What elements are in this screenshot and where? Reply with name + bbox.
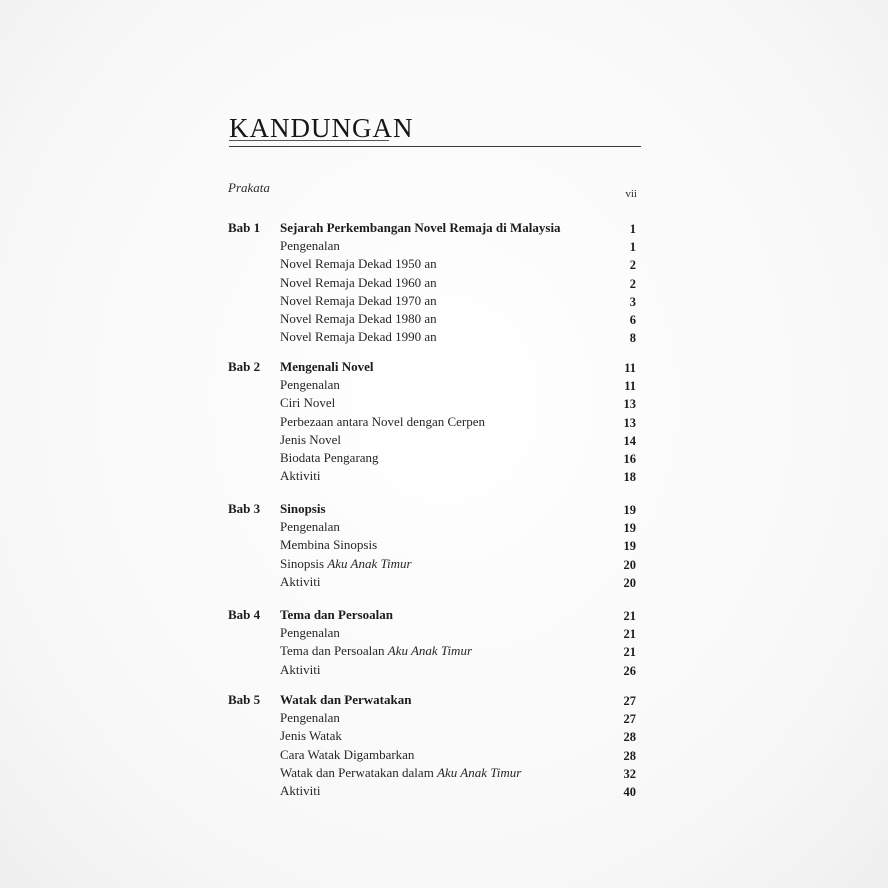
chapter-block: [228, 607, 640, 680]
section-row: [228, 519, 640, 537]
section-title-text: Membina Sinopsis: [280, 537, 378, 553]
section-page-number: 11: [624, 379, 636, 394]
section-title: [280, 293, 437, 309]
section-row: [228, 293, 640, 311]
section-row: [228, 710, 640, 728]
section-title-text: Jenis Watak: [280, 728, 342, 744]
section-title: [280, 256, 437, 272]
preface-label: Prakata: [228, 180, 270, 195]
section-page-number: 13: [623, 397, 636, 412]
section-row: [228, 574, 640, 592]
section-title-text: Aktiviti: [280, 573, 321, 589]
section-title-text: Biodata Pengarang: [280, 449, 379, 465]
chapter-page-number: 21: [623, 609, 636, 623]
section-title: [280, 710, 340, 726]
section-title-italic: Aku Anak Timur: [437, 764, 522, 780]
title-rule: [229, 146, 641, 147]
section-title-text: Aktiviti: [280, 661, 321, 677]
section-title: [280, 414, 485, 430]
section-row: [228, 275, 640, 293]
section-title-text: Tema dan Persoalan: [280, 643, 385, 659]
chapter-label: Bab 1: [228, 220, 261, 235]
section-page-number: 8: [629, 331, 636, 346]
section-page-number: 21: [623, 627, 636, 642]
section-row: [228, 329, 640, 347]
section-title-italic: Aku Anak Timur: [327, 555, 412, 571]
section-title-text: Perbezaan antara Novel dengan Cerpen: [280, 413, 486, 429]
section-title-text: Novel Remaja Dekad 1990 an: [280, 329, 437, 345]
section-row: [228, 468, 640, 486]
section-row: [228, 747, 640, 765]
chapter-block: [228, 220, 640, 347]
chapter-block: [228, 359, 640, 486]
chapter-label: Bab 3: [228, 501, 261, 516]
section-page-number: 16: [623, 451, 636, 466]
section-row: [228, 556, 640, 574]
section-row: [228, 450, 640, 468]
section-title: [280, 432, 341, 448]
section-page-number: 40: [623, 784, 636, 799]
section-page-number: 26: [623, 663, 636, 678]
section-page-number: 19: [623, 521, 636, 536]
chapter-title: Sinopsis: [280, 501, 326, 516]
chapter-title: Tema dan Persoalan: [280, 607, 393, 622]
section-page-number: 13: [623, 415, 636, 430]
section-row: [228, 662, 640, 680]
chapter-row: [228, 692, 640, 710]
chapter-page-number: 27: [623, 694, 636, 708]
section-page-number: 21: [623, 645, 636, 660]
chapter-page-number: 1: [629, 222, 636, 236]
section-title: [280, 625, 340, 641]
chapter-label: Bab 2: [228, 359, 261, 374]
section-title: [280, 275, 437, 291]
section-title-text: Pengenalan: [280, 710, 340, 726]
section-title-text: Aktiviti: [280, 468, 321, 484]
section-title: [280, 643, 472, 659]
section-title-text: Watak dan Perwatakan dalam: [280, 764, 434, 780]
section-row: [228, 728, 640, 746]
section-title: [280, 556, 412, 572]
section-row: [228, 414, 640, 432]
section-title-text: Novel Remaja Dekad 1950 an: [280, 256, 437, 272]
section-title-text: Sinopsis: [280, 555, 325, 571]
section-title: [280, 311, 437, 327]
section-page-number: 32: [623, 766, 636, 781]
section-page-number: 20: [623, 575, 636, 590]
chapter-label: Bab 4: [228, 607, 261, 622]
section-row: [228, 238, 640, 256]
preface-page-number: vii: [625, 188, 637, 200]
chapter-row: [228, 607, 640, 625]
section-title-text: Pengenalan: [280, 625, 340, 641]
chapter-title: Sejarah Perkembangan Novel Remaja di Malaysia: [280, 220, 561, 235]
section-title: [280, 765, 521, 781]
section-row: [228, 377, 640, 395]
chapter-title: Mengenali Novel: [280, 359, 374, 374]
chapter-block: [228, 692, 640, 801]
section-title-text: Novel Remaja Dekad 1960 an: [280, 274, 437, 290]
section-page-number: 28: [623, 730, 636, 745]
section-title: [280, 728, 342, 744]
section-row: [228, 432, 640, 450]
section-title-text: Pengenalan: [280, 377, 340, 393]
section-page-number: 2: [629, 258, 636, 273]
section-row: [228, 395, 640, 413]
section-page-number: 14: [623, 433, 636, 448]
section-title-text: Cara Watak Digambarkan: [280, 746, 415, 762]
section-row: [228, 765, 640, 783]
section-title: [280, 329, 437, 345]
section-page-number: 19: [623, 539, 636, 554]
chapter-page-number: 11: [624, 361, 636, 375]
page-title: KANDUNGAN: [229, 113, 414, 143]
section-page-number: 20: [623, 557, 636, 572]
section-title-text: Novel Remaja Dekad 1970 an: [280, 292, 437, 308]
section-page-number: 2: [629, 276, 636, 291]
section-title-text: Novel Remaja Dekad 1980 an: [280, 310, 437, 326]
section-title: [280, 238, 340, 254]
section-page-number: 28: [623, 748, 636, 763]
chapter-row: [228, 501, 640, 519]
section-title: [280, 662, 320, 678]
section-title: [280, 537, 377, 553]
section-page-number: 3: [629, 294, 636, 309]
title-underline: [229, 140, 389, 141]
chapter-row: [228, 359, 640, 377]
section-title-text: Pengenalan: [280, 238, 340, 254]
section-title: [280, 450, 379, 466]
section-row: [228, 311, 640, 329]
section-title-italic: Aku Anak Timur: [387, 643, 473, 659]
section-title: [280, 468, 320, 484]
section-title: [280, 747, 414, 763]
section-page-number: 1: [629, 240, 636, 255]
section-title-text: Ciri Novel: [280, 395, 336, 411]
section-title-text: Jenis Novel: [280, 431, 342, 447]
section-title-text: Pengenalan: [280, 519, 340, 535]
chapter-row: [228, 220, 640, 238]
chapter-label: Bab 5: [228, 692, 261, 707]
section-title: [280, 377, 340, 393]
section-title: [280, 519, 340, 535]
section-page-number: 27: [623, 712, 636, 727]
section-row: [228, 625, 640, 643]
section-row: [228, 643, 640, 661]
section-row: [228, 783, 640, 801]
section-page-number: 18: [623, 470, 636, 485]
section-title: [280, 783, 320, 799]
chapter-page-number: 19: [623, 503, 636, 517]
section-title-text: Aktiviti: [280, 782, 321, 798]
section-title: [280, 395, 335, 411]
section-row: [228, 256, 640, 274]
section-page-number: 6: [629, 312, 636, 327]
chapter-title: Watak dan Perwatakan: [280, 692, 412, 707]
section-title: [280, 574, 320, 590]
section-row: [228, 537, 640, 555]
chapter-block: [228, 501, 640, 592]
